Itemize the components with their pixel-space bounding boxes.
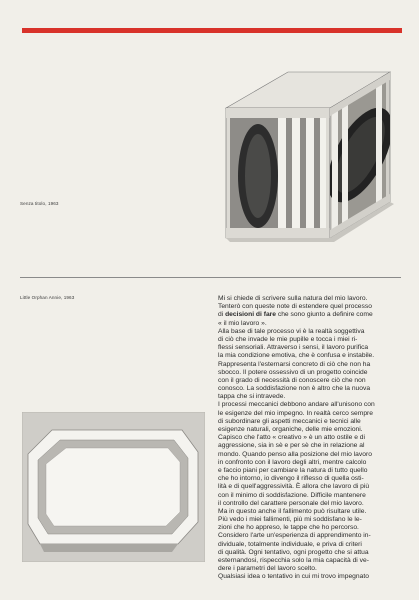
article-line: aggressione, sia in sè e per sè che in relazione al <box>218 442 365 450</box>
artwork-octagon-image <box>22 412 205 562</box>
article-line: Rappresenta l'esternarsi concreto di ciò che non ha <box>218 360 371 368</box>
article-line: Qualsiasi idea o tentativo in cui mi trovo impegnato <box>218 573 369 581</box>
article-line: Tenterò con queste note di estendere quel processo <box>218 303 372 311</box>
article-line: con il minimo di soddisfazione. Difficile mantenere <box>218 491 366 499</box>
article-line: di subordinare gli aspetti meccanici e tecnici alle <box>218 417 361 425</box>
article-text <box>218 295 402 582</box>
red-header-bar <box>22 28 402 33</box>
article-line: dividuale, totalmente individuale, e priva di criteri <box>218 540 362 548</box>
article-line: Ma in questo anche il fallimento può risultare utile. <box>218 507 367 515</box>
section-divider <box>20 277 401 278</box>
emphasis-text: decisioni di fare <box>225 311 276 319</box>
article-line: lità e di quell'aggressività. È allora che lavoro di più <box>218 483 370 491</box>
article-line: I processi meccanici debbono andare all'unisono con <box>218 401 375 409</box>
article-line: Mi si chiede di scrivere sulla natura del mio lavoro. <box>218 295 368 302</box>
article-line: di qualità. Ogni tentativo, ogni progetto che si attua <box>218 548 369 556</box>
article-line: la mia condizione emotiva, che è confusa e instabile. <box>218 352 375 360</box>
article-line: mondo. Quando penso alla posizione del mio lavoro <box>218 450 372 458</box>
article-line: il controllo del carattere personale del mio lavoro. <box>218 499 364 507</box>
article-line: zioni che ho appreso, le tappe che ho percorso. <box>218 524 359 532</box>
article-line: sbocco. Il potere ossessivo di un progetto coincide <box>218 368 368 376</box>
article-line: « il mio lavoro ». <box>218 319 267 327</box>
figure-caption-top: Senza titolo, 1963 <box>20 201 59 206</box>
artwork-cube-image <box>218 68 400 248</box>
article-line: esternandosi, rispecchia solo la mia capacità di ve- <box>218 557 369 564</box>
article-line: Alla base di tale processo vi è la realtà soggettiva <box>218 327 365 335</box>
article-line: flessi sensoriali. Attraverso i sensi, il lavoro purifica <box>218 344 369 352</box>
article-line: con il grado di necessità di conoscere ciò che non <box>218 376 366 384</box>
article-line: di ciò che invade le mie pupille e tocca i miei ri- <box>218 335 358 343</box>
figure-caption-bottom: Little Orphan Annie, 1963 <box>20 295 75 300</box>
article-line: conosco. La soddisfazione non è altro che la nuova <box>218 385 371 393</box>
article-line: Più vedo i miei fallimenti, più mi soddisfano le le- <box>218 516 362 524</box>
article-line: esigenze naturali, organiche, delle mie emozioni. <box>218 426 363 433</box>
article-line: di decisioni di fare che sono giunto a definire come <box>218 311 373 319</box>
article-line: tappa che si intravede. <box>218 393 286 401</box>
article-line: in confronto con il lavoro degli altri, mentre calcolo <box>218 458 367 466</box>
article-line: dere i parametri del lavoro scelto. <box>218 565 317 573</box>
article-line: Considero l'arte un'esperienza di apprendimento in- <box>218 532 371 540</box>
article-line: e faccio piani per cambiare la natura di tutto quello <box>218 466 368 474</box>
article-line: Capisco che l'atto « creativo » è un atto ostile e di <box>218 434 366 442</box>
article-line: che ho intorno, io divengo il riflesso di quella osti- <box>218 475 364 483</box>
article-line: le esigenze del mio impegno. In realtà cerco sempre <box>218 409 374 417</box>
